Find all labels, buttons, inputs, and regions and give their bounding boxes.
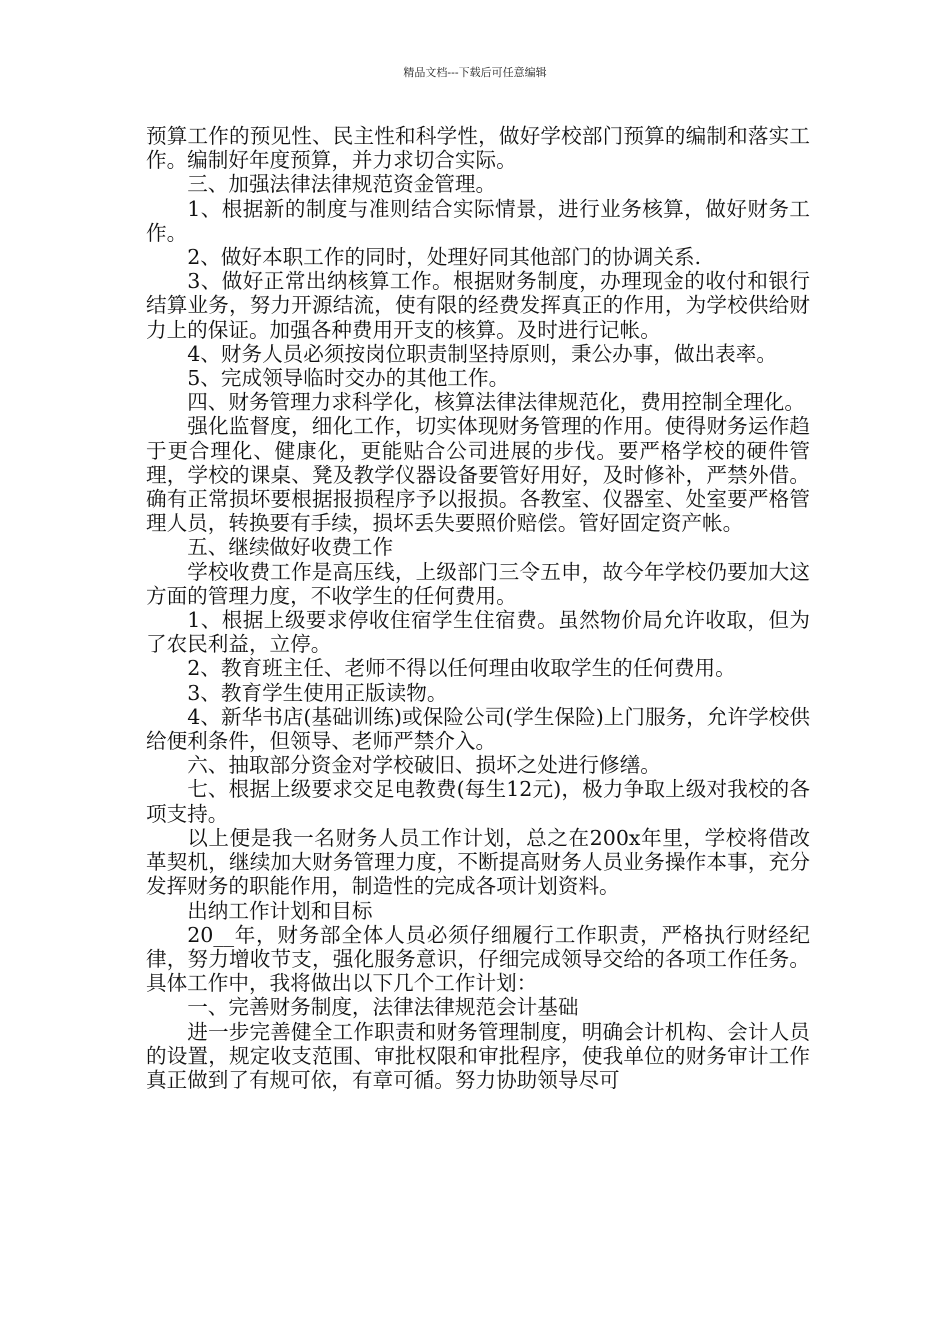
- section-heading: 七、根据上级要求交足电教费(每生12元)，极力争取上级对我校的各项支持。: [146, 777, 810, 826]
- paragraph: 强化监督度，细化工作，切实体现财务管理的作用。使得财务运作趋于更合理化、健康化，更能贴合公司进展的步伐。要严格学校的硬件管理，学校的课桌、凳及教学仪器设备要管好用好，及时修补，严禁外借。确有正常损坏要根据报损程序予以报损。各教室、仪器室、处室要严格管理人员，转换要有手续，损坏丢失要照价赔偿。管好固定资产帐。: [146, 414, 810, 536]
- section-heading: 五、继续做好收费工作: [187, 535, 394, 560]
- list-item: 1、根据新的制度与准则结合实际情景，进行业务核算，做好财务工作。: [146, 196, 810, 245]
- document-subtitle: 出纳工作计划和目标: [187, 898, 373, 923]
- section-heading: 一、完善财务制度，法律法律规范会计基础: [187, 995, 579, 1020]
- list-item: 5、完成领导临时交办的其他工作。: [187, 366, 510, 391]
- list-item: 1、根据上级要求停收住宿学生住宿费。虽然物价局允许收取，但为了农民利益，立停。: [146, 608, 810, 657]
- list-item: 3、做好正常出纳核算工作。根据财务制度，办理现金的收付和银行结算业务，努力开源结流，使有限的经费发挥真正的作用，为学校供给财力上的保证。加强各种费用开支的核算。及时进行记帐。: [146, 269, 810, 342]
- section-heading: 六、抽取部分资金对学校破旧、损坏之处进行修缮。: [187, 753, 661, 778]
- section-heading: 三、加强法律法律规范资金管理。: [187, 172, 497, 197]
- document-body: [146, 124, 810, 1092]
- list-item: 4、新华书店(基础训练)或保险公司(学生保险)上门服务，允许学校供给便利条件，但领导、老师严禁介入。: [146, 704, 810, 754]
- paragraph: 进一步完善健全工作职责和财务管理制度，明确会计机构、会计人员的设置，规定收支范围、审批权限和审批程序，使我单位的财务审计工作真正做到了有规可依，有章可循。努力协助领导尽可: [146, 1019, 810, 1092]
- section-heading: 四、财务管理力求科学化，核算法律法律规范化，费用控制全理化。: [187, 390, 805, 415]
- paragraph: 学校收费工作是高压线，上级部门三令五申，故今年学校仍要加大这方面的管理力度，不收学生的任何费用。: [146, 559, 810, 608]
- paragraph: 20__年，财务部全体人员必须仔细履行工作职责，严格执行财经纪律，努力增收节支，强化服务意识，仔细完成领导交给的各项工作任务。具体工作中，我将做出以下几个工作计划：: [146, 922, 810, 996]
- list-item: 2、做好本职工作的同时，处理好同其他部门的协调关系.: [187, 245, 702, 270]
- paragraph: 以上便是我一名财务人员工作计划，总之在200x年里，学校将借改革契机，继续加大财务管理力度，不断提高财务人员业务操作本事，充分发挥财务的职能作用，制造性的完成各项计划资料。: [146, 825, 810, 899]
- page-header: 精品文档---下载后可任意编辑: [403, 66, 547, 79]
- paragraph: 预算工作的预见性、民主性和科学性，做好学校部门预算的编制和落实工作。编制好年度预算，并力求切合实际。: [146, 124, 810, 173]
- list-item: 3、教育学生使用正版读物。: [187, 680, 448, 705]
- list-item: 2、教育班主任、老师不得以任何理由收取学生的任何费用。: [187, 656, 736, 681]
- list-item: 4、财务人员必须按岗位职责制坚持原则，秉公办事，做出表率。: [187, 341, 777, 366]
